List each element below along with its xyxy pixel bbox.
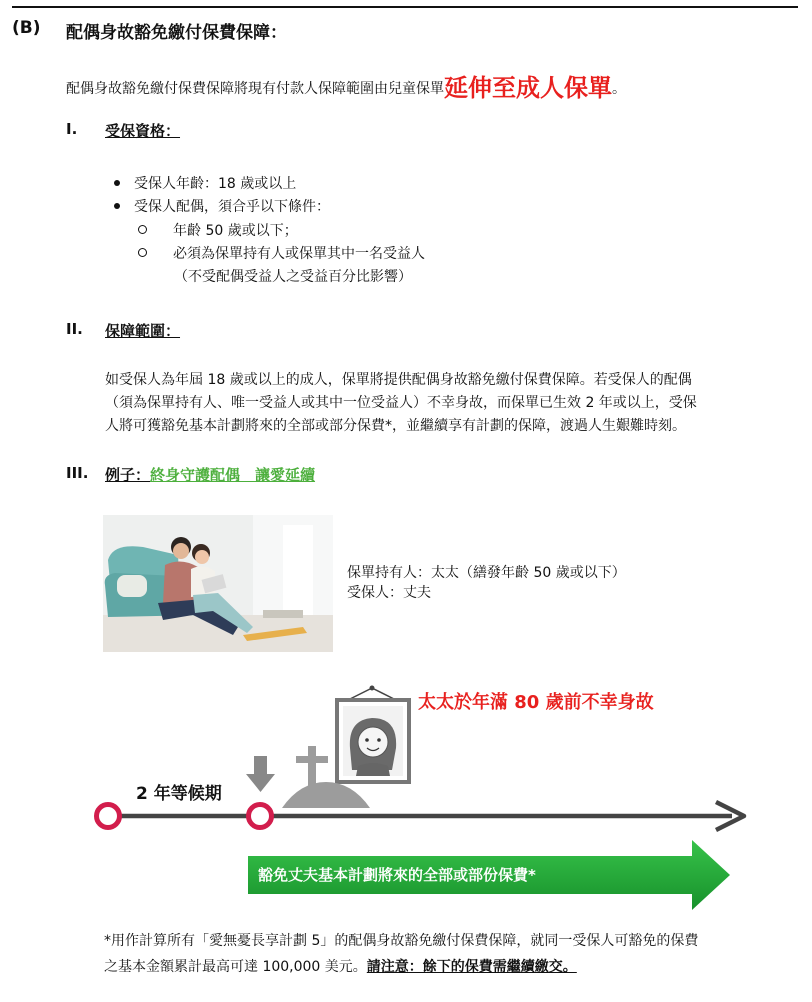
bullet-2	[114, 196, 330, 216]
bullet-1-text: 受保人年齡：18 歲或以上	[134, 176, 297, 192]
coverage-numeral: II.	[66, 320, 83, 338]
portrait-frame-icon	[337, 686, 409, 783]
example-heading-row	[105, 464, 315, 485]
intro-end: 。	[612, 81, 626, 97]
coverage-line: 人將可獲豁免基本計劃將來的全部或部分保費*，並繼續享有計劃的保障，渡過人生艱難時刻。	[105, 418, 686, 434]
example-heading: 例子：	[105, 466, 151, 484]
eligibility-heading: 受保資格：	[105, 122, 181, 140]
sub-bullet-ring	[138, 225, 147, 234]
waiting-period-label: 2 年等候期	[136, 784, 222, 804]
coverage-heading: 保障範圍：	[105, 322, 181, 340]
sub-bullet-ring	[138, 248, 147, 257]
sub-bullet-1-text: 年齡 50 歲或以下；	[173, 223, 298, 239]
sub-bullet-2-text: 必須為保單持有人或保單其中一名受益人	[173, 246, 425, 262]
bullet-dot	[114, 180, 120, 186]
bullet-dot	[114, 203, 120, 209]
section-title: 配偶身故豁免繳付保費保障：	[66, 23, 287, 43]
down-arrow-icon	[246, 756, 275, 792]
sub-bullet-1	[138, 220, 298, 240]
footnote-note: 請注意：餘下的保費需繼續繳交。	[366, 959, 577, 975]
example-slogan: 終身守護配偶 讓愛延續	[150, 466, 316, 484]
coverage-paragraph	[105, 369, 795, 438]
footnote-line-2-text: 之基本金額累計最高可達 100,000 美元。	[104, 959, 367, 975]
bullet-2-text: 受保人配偶，須合乎以下條件：	[134, 199, 330, 215]
example-numeral: III.	[66, 464, 89, 482]
policy-holder-text: 保單持有人：太太（繕發年齡 50 歲或以下）	[347, 565, 626, 581]
couple-photo	[103, 515, 333, 652]
event-label: 太太於年滿 80 歲前不幸身故	[418, 692, 654, 713]
insured-text: 受保人：丈夫	[347, 585, 431, 601]
bullet-1	[114, 173, 296, 193]
intro-paragraph	[66, 68, 626, 103]
intro-text: 配偶身故豁免繳付保費保障將現有付款人保障範圍由兒童保單	[66, 81, 444, 97]
eligibility-numeral: I.	[66, 120, 78, 138]
top-rule	[12, 6, 798, 8]
coverage-line: 如受保人為年屆 18 歲或以上的成人，保單將提供配偶身故豁免繳付保費保障。若受保人的配偶	[105, 372, 692, 388]
waiver-label: 豁免丈夫基本計劃將來的全部或部份保費*	[258, 866, 536, 884]
example-details	[347, 563, 626, 603]
footnote-line-1: *用作計算所有「愛無憂長享計劃 5」的配偶身故豁免繳付保費保障，就同一受保人可豁免的保費	[104, 933, 699, 949]
footnote	[104, 928, 784, 980]
intro-highlight: 延伸至成人保單	[444, 74, 612, 102]
coverage-line: （須為保單持有人、唯一受益人或其中一位受益人）不幸身故，而保單已生效 2 年或以上，受保	[105, 395, 697, 411]
section-label: (B)	[12, 18, 41, 38]
sub-bullet-2	[138, 243, 425, 263]
footnote-line-2	[104, 954, 784, 980]
sub-bullet-note: （不受配偶受益人之受益百分比影響）	[174, 269, 412, 285]
